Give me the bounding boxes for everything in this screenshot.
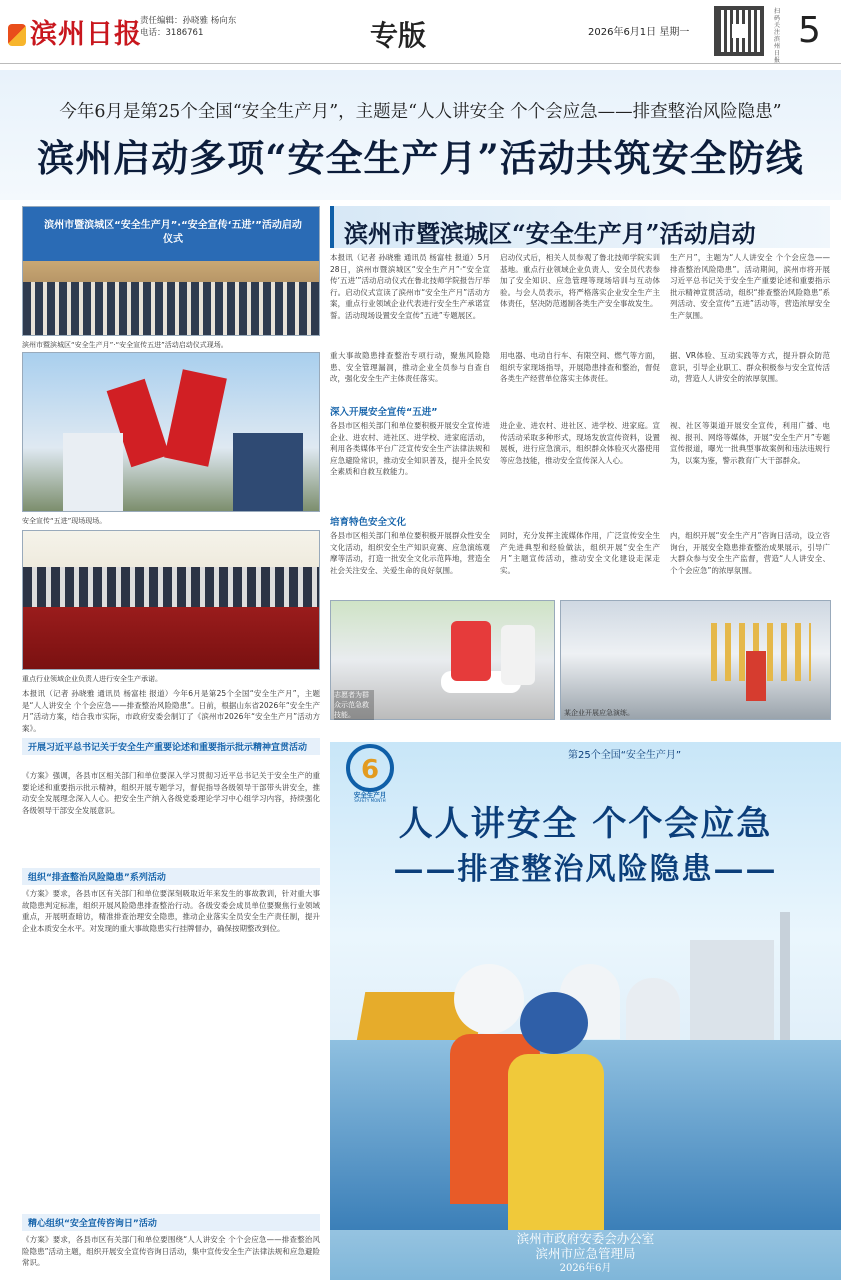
article2-col: 用电器、电动自行车、有限空间、燃气等方面，组织专家现场指导，开展隐患排查和整治，督促各类生产经营单位落实主体责任。	[500, 351, 660, 384]
people-shape	[63, 433, 123, 512]
volunteer-shape	[501, 625, 535, 685]
ceremony-photo	[22, 206, 320, 336]
masthead	[0, 0, 841, 64]
logo-icon	[8, 24, 26, 46]
stage-banner-text: 滨州市暨滨城区“安全生产月”·“安全宣传‘五进’”活动启动仪式	[44, 220, 302, 245]
article2-section-col: 各县市区相关部门和单位要积极开展群众性安全文化活动，组织安全生产知识竞赛、应急演练观摩等活动，打造一批安全文化示范阵地，营造全社会关注安全、关爱生命的良好氛围。	[330, 531, 490, 575]
photo-caption: 重点行业领域企业负责人进行安全生产承诺。	[22, 675, 162, 683]
article2-section-col: 进企业、进农村、进社区、进学校、进家庭。宣传活动采取多种形式，现场发放宣传资料，设置展板，进行应急演示，组织群众体验灭火器使用等应急技能，推动安全宣传深入人心。	[500, 421, 660, 465]
drill-photo	[560, 600, 831, 720]
storage-tank-shape	[626, 978, 680, 1040]
main-headline: 滨州启动多项“安全生产月”活动共筑安全防线	[37, 136, 804, 180]
article3-section-title: 开展习近平总书记关于安全生产重要论述和重要指示批示精神宣贯活动	[22, 738, 320, 755]
article3-section-body: 《方案》要求，各县市区有关部门和单位要深刻吸取近年来发生的事故教训，针对重大事故隐患判定标准，组织开展风险隐患排查整治行动。各级安委会成员单位要聚焦行业领域重点，开展明查暗访，精准排查治理安全隐患，推动企业落实全员安全生产责任制，提升企业本质安全水平。对发现的重大事故隐患实行挂牌督办，确保按期整改到位。	[22, 889, 320, 933]
article2-section-col: 视、社区等渠道开展安全宣传，利用广播、电视、报刊、网络等媒体，开展“安全生产月”专题宣传报道，曝光一批典型事故案例和违法违规行为，以案为鉴，警示教育广大干部群众。	[670, 421, 830, 465]
poster-issuer: 滨州市应急管理局	[535, 1246, 636, 1261]
audience-shape	[23, 282, 320, 336]
article2-section-col: 内，组织开展“安全生产月”咨询日活动，设立咨询台，开展安全隐患排查整治成果展示，引导广大群众参与安全生产监督，营造“人人讲安全、个个会应急”的浓厚氛围。	[670, 531, 830, 575]
poster-ribbon: 第25个全国“安全生产月”	[568, 750, 682, 761]
editors-info	[140, 15, 236, 39]
hardhat-white-icon	[454, 964, 524, 1034]
qr-caption: 扫码关注滨州日报	[774, 8, 781, 64]
article2-section-col: 同时，充分发挥主流媒体作用，广泛宣传安全生产先进典型和经验做法，组织开展“安全生产月”主题宣传活动，推动安全文化建设走深走实。	[500, 531, 660, 575]
article2-section-title: 深入开展安全宣传“五进”	[330, 407, 438, 418]
editors-line: 责任编辑：孙晓雅 杨向东	[140, 16, 237, 26]
qr-code-icon[interactable]	[714, 6, 764, 56]
safety-month-poster	[330, 742, 841, 1280]
article2-col: 重大事故隐患排查整治专项行动，聚焦风险隐患、安全管理漏洞，推动企业全员参与自查自改，强化安全生产主体责任落实。	[330, 351, 490, 384]
article2-section-col: 各县市区相关部门和单位要积极开展安全宣传进企业、进农村、进社区、进学校、进家庭活动，利用各类媒体平台广泛宣传安全生产法律法规和应急避险常识，推动安全知识普及，提升全民安全素质和自救互救能力。	[330, 421, 490, 477]
article1-subhead: 滨州市暨滨城区“安全生产月”活动启动	[330, 206, 830, 248]
worker-shape	[746, 651, 766, 701]
volunteer-shape	[451, 621, 491, 681]
chimney-shape	[780, 912, 790, 1040]
photo-caption: 安全宣传“五进”现场现场。	[22, 517, 107, 525]
poster-issuer: 滨州市政府安委会办公室	[516, 1231, 655, 1246]
section-name: 专版	[370, 19, 427, 52]
phone-line: 电话：3186761	[140, 28, 204, 38]
article2-section-title: 培育特色安全文化	[330, 517, 407, 528]
flags-photo	[22, 352, 320, 512]
poster-slogan-line2: ——排查整治风险隐患——	[393, 852, 778, 887]
article3-section-body: 《方案》要求，各县市区有关部门和单位要围绕“人人讲安全 个个会应急——排查整治风险隐患”活动主题，组织开展安全宣传咨询日活动，集中宣传安全生产法律法规和应急避险常识。	[22, 1235, 320, 1268]
people-shape	[233, 433, 303, 512]
safety-month-badge-icon	[340, 742, 400, 804]
factory-shape	[690, 940, 774, 1040]
page-number: 5	[798, 10, 821, 51]
worker-yellow-shape	[508, 1054, 604, 1230]
poster-footer	[330, 1231, 841, 1276]
article3-lead: 本报讯（记者 孙晓雅 通讯员 杨富桂 报道）今年6月是第25个全国“安全生产月”，主题是“人人讲安全 个个会应急——排查整治风险隐患”。日前，根据山东省2026年“安全生产月”活动方案，结合我市实际，市政府安委会制订了《滨州市2026年“安全生产月”活动方案》。	[22, 689, 320, 733]
article3-section-title: 组织“排查整治风险隐患”系列活动	[22, 868, 320, 885]
photo-caption: 某企业开展应急演练。	[564, 709, 634, 717]
badge-label: 安全生产月	[353, 791, 387, 799]
pledge-photo	[22, 530, 320, 670]
people-row-shape	[23, 567, 320, 607]
article2-col: 据、VR体验、互动实践等方式，提升群众防范意识，引导企业职工、群众积极参与安全宣传活动，营造人人讲安全的浓厚氛围。	[670, 351, 830, 384]
article1-col: 生产月”，主题为“人人讲安全 个个会应急——排查整治风险隐患”。活动期间，滨州市将开展习近平总书记关于安全生产重要论述和重要指示批示精神宣贯活动，组织“排查整治风险隐患”系列活动、安全宣传“五进”活动等，营造浓厚安全生产氛围。	[670, 253, 830, 320]
paper-logo	[8, 12, 142, 51]
svg-text:6: 6	[360, 755, 380, 785]
article3-section-title: 精心组织“安全宣传咨询日”活动	[22, 1214, 320, 1231]
photo-caption: 志愿者为群众示范急救技能。	[334, 690, 374, 720]
article1-col: 启动仪式后，相关人员参观了鲁北技师学院实训基地。重点行业领域企业负责人、安全员代表参加了安全知识、应急管理等现场培训与互动体验。与会人员表示，将严格落实企业安全生产主体责任，坚决防范遏制各类生产安全事故发生。	[500, 253, 660, 309]
poster-date: 2026年6月	[559, 1263, 612, 1274]
red-flag-shape	[164, 369, 227, 466]
article3-section-body: 《方案》强调，各县市区相关部门和单位要深入学习贯彻习近平总书记关于安全生产的重要论述和重要指示批示精神，组织开展专题学习，督促指导各级领导干部带头讲安全，推动安全发展理念深入人心。把安全生产纳入各级党委理论学习中心组学习内容，持续强化各级领导干部安全发展意识。	[22, 771, 320, 815]
article1-col: 本报讯（记者 孙晓雅 通讯员 杨富桂 报道）5月28日，滨州市暨滨城区“安全生产月”·“安全宣传‘五进’”活动启动仪式在鲁北技师学院报告厅举行。启动仪式宣读了滨州市“安全生产月”活动方案，重点行业领域企业代表进行安全生产承诺宣誓。活动现场设置安全宣传“五进”专题展区。	[330, 253, 490, 320]
lead-kicker: 今年6月是第25个全国“安全生产月”，主题是“人人讲安全 个个会应急——排查整治风险隐患”	[59, 102, 782, 122]
photo-caption: 滨州市暨滨城区“安全生产月”·“安全宣传五进”活动启动仪式现场。	[22, 341, 228, 349]
paper-name: 滨州日报	[30, 19, 142, 50]
issue-date: 2026年6月1日 星期一	[588, 27, 690, 38]
hardhat-blue-icon	[520, 992, 588, 1054]
poster-slogan-line1: 人人讲安全 个个会应急	[398, 804, 773, 844]
badge-sub: SAFETY MONTH	[354, 798, 386, 803]
